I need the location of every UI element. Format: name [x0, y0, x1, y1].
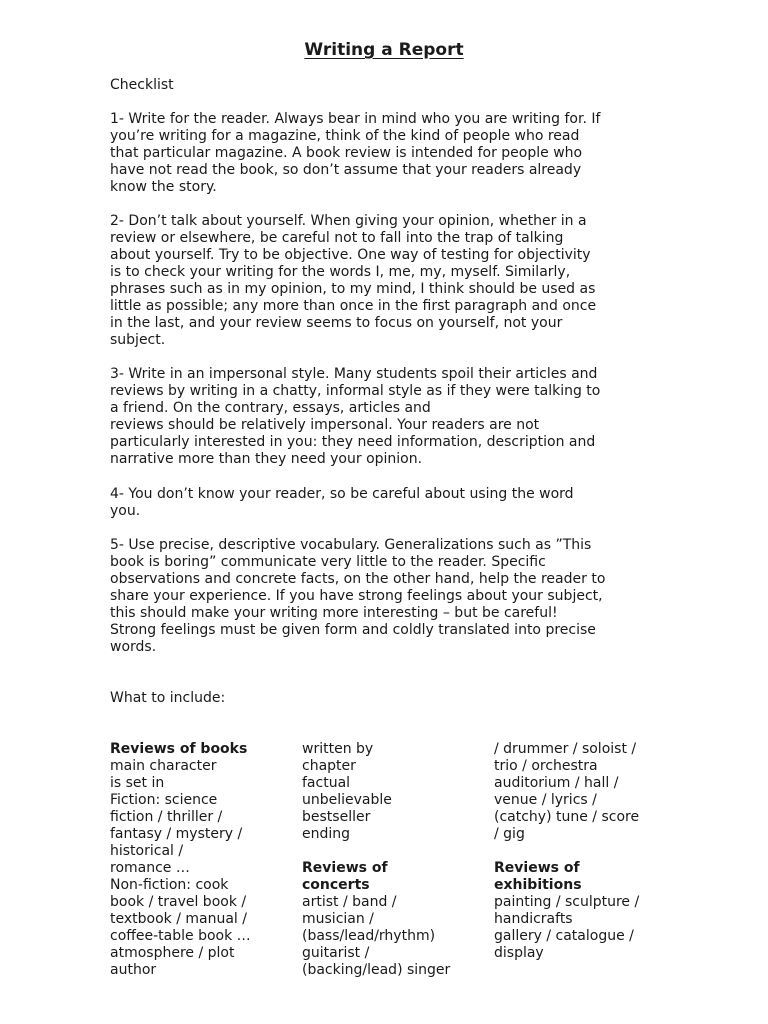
vocabulary-item: / gig: [494, 826, 525, 842]
paragraph-line: this should make your writing more interesting – but be careful!: [110, 605, 558, 621]
vocabulary-item: Non-fiction: cook: [110, 877, 229, 893]
vocabulary-item: display: [494, 945, 544, 961]
vocabulary-item: is set in: [110, 775, 165, 791]
paragraph-line: 4- You don’t know your reader, so be careful about using the word: [110, 486, 574, 502]
paragraph-2: [110, 213, 670, 349]
vocabulary-column-1: [110, 741, 300, 979]
paragraph-line: 2- Don’t talk about yourself. When giving your opinion, whether in a: [110, 213, 587, 229]
vocabulary-item: unbelievable: [302, 792, 392, 808]
vocabulary-item: chapter: [302, 758, 356, 774]
vocabulary-column-3: [494, 741, 684, 962]
vocabulary-item: main character: [110, 758, 217, 774]
vocabulary-item: historical /: [110, 843, 184, 859]
vocabulary-item: coffee-table book …: [110, 928, 251, 944]
vocabulary-item: textbook / manual /: [110, 911, 247, 927]
vocabulary-item: gallery / catalogue /: [494, 928, 634, 944]
vocabulary-item: guitarist /: [302, 945, 370, 961]
page-title: Writing a Report: [304, 40, 464, 60]
vocabulary-item: musician /: [302, 911, 374, 927]
paragraph-line: about yourself. Try to be objective. One way of testing for objectivity: [110, 247, 591, 263]
vocabulary-item: fantasy / mystery /: [110, 826, 243, 842]
paragraph-line: is to check your writing for the words I, me, my, myself. Similarly,: [110, 264, 571, 280]
paragraph-line: subject.: [110, 332, 166, 348]
vocabulary-column-2: [302, 741, 492, 979]
paragraph-line: observations and concrete facts, on the other hand, help the reader to: [110, 571, 606, 587]
paragraph-1: [110, 111, 670, 196]
section-heading: Reviews of: [494, 860, 580, 876]
vocabulary-item: bestseller: [302, 809, 371, 825]
vocabulary-item: ending: [302, 826, 351, 842]
checklist-heading: Checklist: [110, 77, 174, 93]
vocabulary-item: (catchy) tune / score: [494, 809, 640, 825]
vocabulary-item: (backing/lead) singer: [302, 962, 451, 978]
vocabulary-item: (bass/lead/rhythm): [302, 928, 436, 944]
paragraph-line: share your experience. If you have strong feelings about your subject,: [110, 588, 603, 604]
paragraph-line: in the last, and your review seems to focus on yourself, not your: [110, 315, 563, 331]
paragraph-line: book is boring” communicate very little to the reader. Specific: [110, 554, 546, 570]
spacer: [302, 843, 492, 860]
paragraph-line: a friend. On the contrary, essays, articles and: [110, 400, 431, 416]
paragraph-line: review or elsewhere, be careful not to fall into the trap of talking: [110, 230, 564, 246]
vocabulary-item: atmosphere / plot: [110, 945, 235, 961]
spacer: [494, 843, 684, 860]
vocabulary-item: Fiction: science: [110, 792, 218, 808]
paragraph-line: 1- Write for the reader. Always bear in mind who you are writing for. If: [110, 111, 601, 127]
paragraph-line: reviews by writing in a chatty, informal style as if they were talking to: [110, 383, 601, 399]
section-heading: exhibitions: [494, 877, 582, 893]
paragraph-line: 5- Use precise, descriptive vocabulary. Generalizations such as ”This: [110, 537, 592, 553]
vocabulary-item: author: [110, 962, 157, 978]
paragraph-line: you.: [110, 503, 141, 519]
section-heading: concerts: [302, 877, 370, 893]
vocabulary-item: fiction / thriller /: [110, 809, 223, 825]
paragraph-5: [110, 537, 670, 656]
section-heading: Reviews of: [302, 860, 388, 876]
vocabulary-item: artist / band /: [302, 894, 397, 910]
vocabulary-item: / drummer / soloist /: [494, 741, 637, 757]
vocabulary-item: venue / lyrics /: [494, 792, 597, 808]
vocabulary-item: romance …: [110, 860, 190, 876]
paragraph-line: have not read the book, so don’t assume that your readers already: [110, 162, 582, 178]
section-heading: Reviews of books: [110, 741, 248, 757]
paragraph-3: [110, 366, 670, 468]
paragraph-line: you’re writing for a magazine, think of the kind of people who read: [110, 128, 580, 144]
paragraph-line: that particular magazine. A book review is intended for people who: [110, 145, 583, 161]
vocabulary-item: written by: [302, 741, 374, 757]
paragraph-line: phrases such as in my opinion, to my mind, I think should be used as: [110, 281, 596, 297]
paragraph-line: words.: [110, 639, 157, 655]
paragraph-line: narrative more than they need your opinion.: [110, 451, 423, 467]
paragraph-line: 3- Write in an impersonal style. Many students spoil their articles and: [110, 366, 598, 382]
vocabulary-item: trio / orchestra: [494, 758, 598, 774]
paragraph-4: [110, 486, 670, 520]
what-to-include-heading: What to include:: [110, 690, 226, 706]
vocabulary-item: factual: [302, 775, 351, 791]
paragraph-line: particularly interested in you: they need information, description and: [110, 434, 596, 450]
paragraph-line: little as possible; any more than once in the first paragraph and once: [110, 298, 597, 314]
vocabulary-item: book / travel book /: [110, 894, 247, 910]
vocabulary-item: handicrafts: [494, 911, 573, 927]
paragraph-line: know the story.: [110, 179, 217, 195]
paragraph-line: Strong feelings must be given form and coldly translated into precise: [110, 622, 596, 638]
vocabulary-item: auditorium / hall /: [494, 775, 619, 791]
paragraph-line: reviews should be relatively impersonal. Your readers are not: [110, 417, 540, 433]
vocabulary-item: painting / sculpture /: [494, 894, 640, 910]
